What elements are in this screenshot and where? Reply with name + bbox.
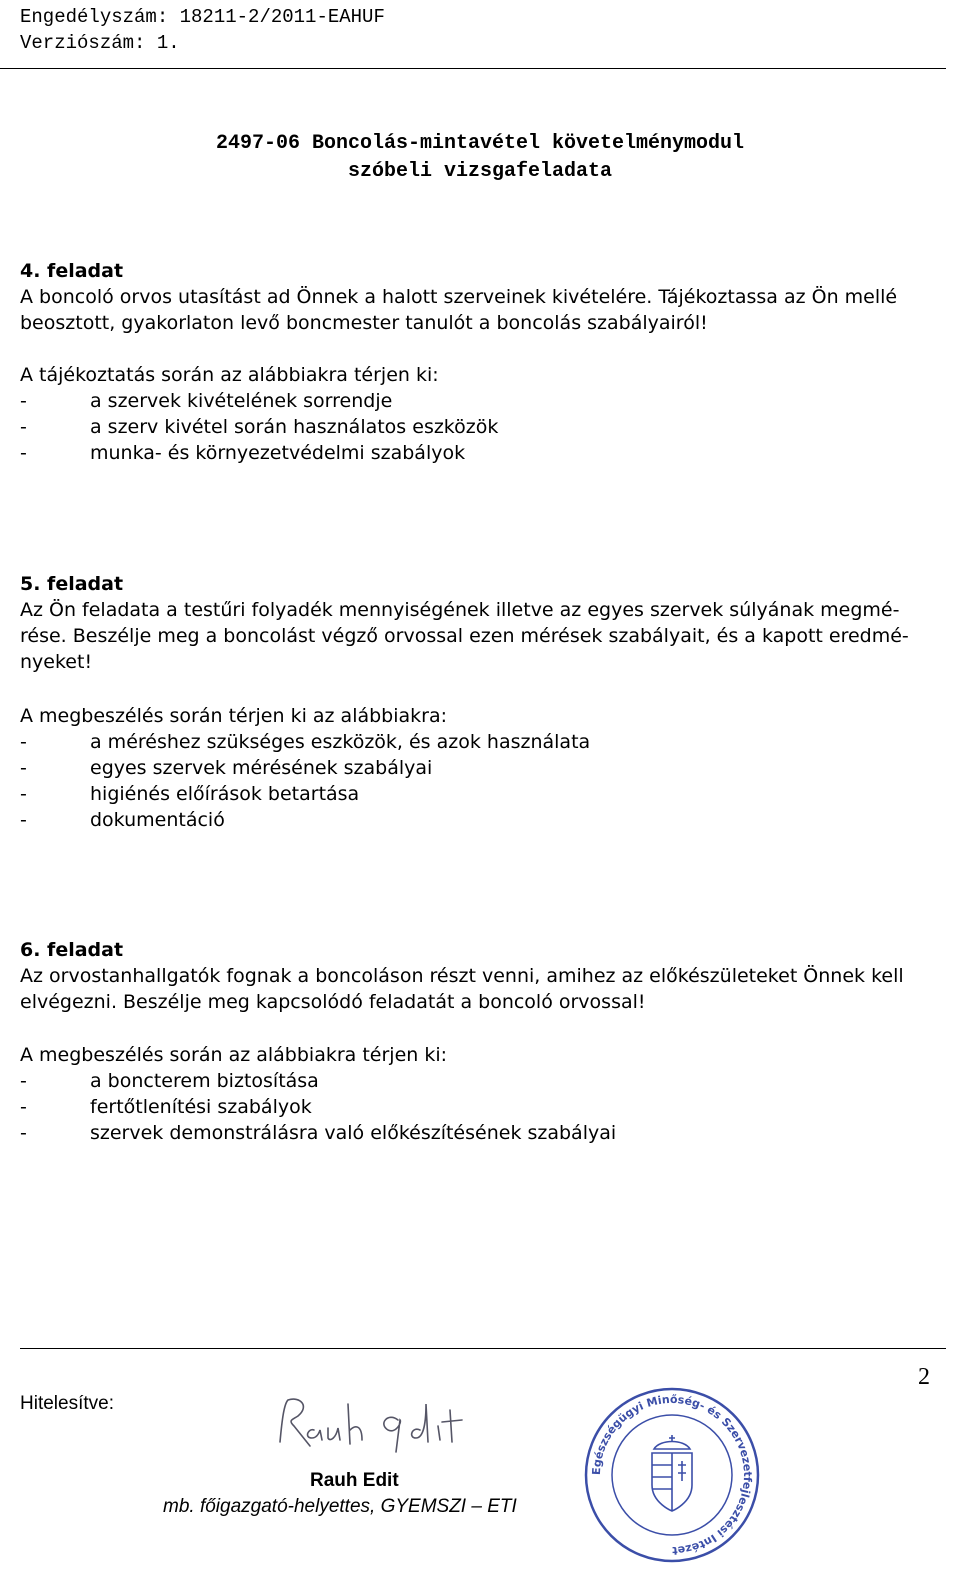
list-marker: - — [20, 1122, 27, 1144]
task-6-text-line: Az orvostanhallgatók fognak a boncoláson részt venni, amihez az előkészületeket Önnek kell — [20, 965, 904, 987]
task-6-heading: 6. feladat — [20, 939, 124, 961]
list-item-text: higiénés előírások betartása — [90, 783, 360, 805]
task-4-heading: 4. feladat — [20, 260, 124, 282]
task-6-intro: A megbeszélés során az alábbiakra térjen ki: — [20, 1044, 448, 1066]
footer-divider — [20, 1348, 946, 1349]
list-marker: - — [20, 1070, 27, 1092]
list-item-text: dokumentáció — [90, 809, 225, 831]
list-marker: - — [20, 390, 27, 412]
list-item — [20, 781, 359, 807]
document-title-line1: 2497-06 Boncolás-mintavétel követelménymodul — [215, 132, 745, 155]
license-number: Engedélyszám: 18211-2/2011-EAHUF — [20, 6, 385, 28]
list-item — [20, 388, 392, 414]
handwritten-signature — [270, 1390, 480, 1460]
document-header — [20, 4, 385, 56]
coat-of-arms-icon — [652, 1435, 692, 1511]
task-6-text-line: elvégezni. Beszélje meg kapcsolódó feladatát a boncoló orvossal! — [20, 991, 646, 1013]
list-item — [20, 729, 590, 755]
list-marker: - — [20, 809, 27, 831]
list-item — [20, 1094, 312, 1120]
list-item — [20, 755, 432, 781]
task-5-intro: A megbeszélés során térjen ki az alábbiakra: — [20, 705, 448, 727]
list-item — [20, 440, 465, 466]
task-4-text-line: A boncoló orvos utasítást ad Önnek a halott szerveinek kivételére. Tájékoztassa az Ön mellé — [20, 286, 898, 308]
list-item — [20, 1120, 616, 1146]
task-5-text-line: rése. Beszélje meg a boncolást végző orvossal ezen mérések szabályait, és a kapott eredmé- — [20, 625, 909, 647]
header-divider — [0, 68, 946, 69]
list-item — [20, 1068, 319, 1094]
official-seal — [582, 1385, 762, 1565]
certified-label: Hitelesítve: — [20, 1393, 114, 1414]
list-marker: - — [20, 783, 27, 805]
page-number: 2 — [918, 1364, 930, 1390]
list-item-text: munka- és környezetvédelmi szabályok — [90, 442, 466, 464]
list-marker: - — [20, 757, 27, 779]
list-item — [20, 807, 225, 833]
task-5-heading: 5. feladat — [20, 573, 124, 595]
list-item-text: a boncterem biztosítása — [90, 1070, 319, 1092]
version-number: Verziószám: 1. — [20, 32, 180, 54]
signer-name: Rauh Edit — [310, 1470, 399, 1491]
list-item-text: fertőtlenítési szabályok — [90, 1096, 312, 1118]
list-item — [20, 414, 498, 440]
list-marker: - — [20, 1096, 27, 1118]
list-item-text: a szervek kivételének sorrendje — [90, 390, 393, 412]
list-marker: - — [20, 416, 27, 438]
task-4-text-line: beosztott, gyakorlaton levő boncmester tanulót a boncolás szabályairól! — [20, 312, 708, 334]
task-5-text-line: nyeket! — [20, 651, 93, 673]
seal-text: Egészségügyi Minőség- és Szervezetfejlesztési Intézet — [589, 1392, 755, 1558]
list-item-text: szervek demonstrálásra való előkészítésének szabályai — [90, 1122, 617, 1144]
signer-role: mb. főigazgató-helyettes, GYEMSZI – ETI — [163, 1496, 517, 1517]
document-title-line2: szóbeli vizsgafeladata — [347, 160, 613, 183]
list-item-text: a méréshez szükséges eszközök, és azok használata — [90, 731, 591, 753]
task-4-intro: A tájékoztatás során az alábbiakra térjen ki: — [20, 364, 439, 386]
list-marker: - — [20, 442, 27, 464]
list-item-text: egyes szervek mérésének szabályai — [90, 757, 433, 779]
list-marker: - — [20, 731, 27, 753]
list-item-text: a szerv kivétel során használatos eszközök — [90, 416, 499, 438]
task-5-text-line: Az Ön feladata a testűri folyadék mennyiségének illetve az egyes szervek súlyának megmé- — [20, 599, 900, 621]
